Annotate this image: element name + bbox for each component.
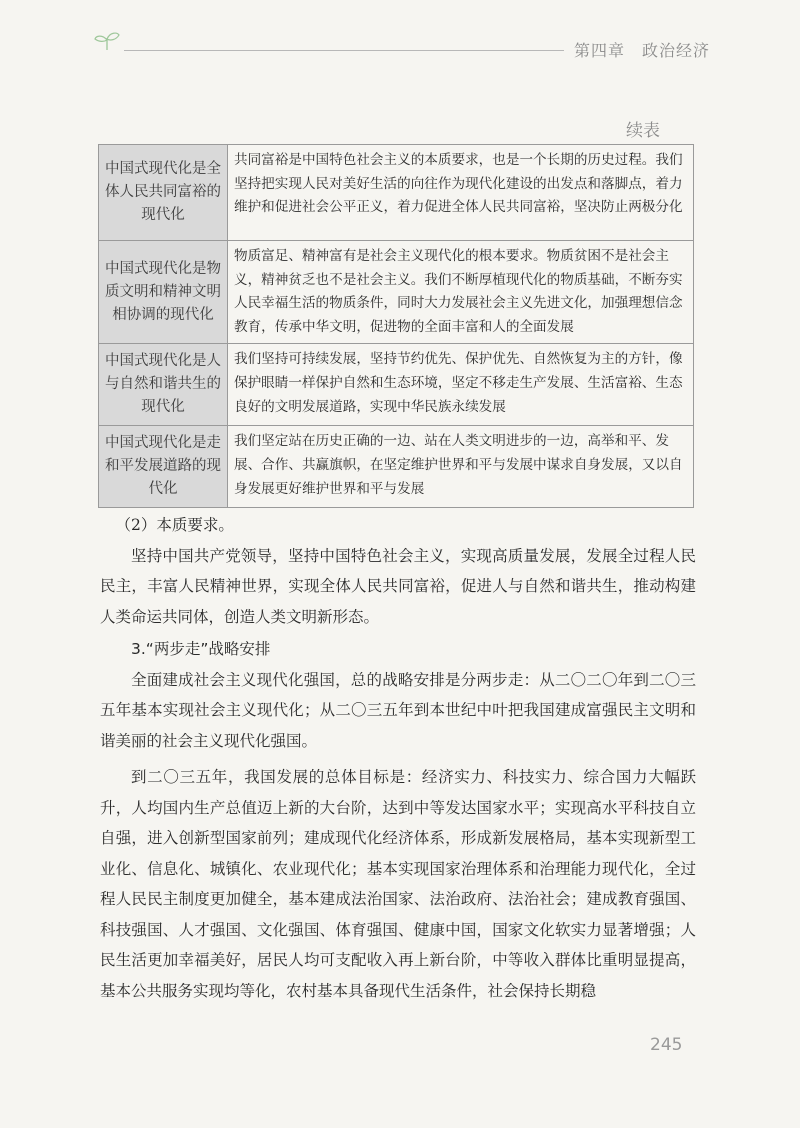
table-cell-title: 中国式现代化是人与自然和谐共生的现代化 (99, 344, 228, 426)
header-rule (124, 50, 564, 51)
table-cell-content: 我们坚定站在历史正确的一边、站在人类文明进步的一边，高举和平、发展、合作、共赢旗帜，在坚定维护世界和平与发展中谋求自身发展，又以自身发展更好维护世界和平与发展 (228, 426, 694, 508)
table-row (99, 344, 694, 426)
page-number: 245 (650, 1035, 683, 1055)
subheading-essential-requirements: （2）本质要求。 (115, 516, 234, 534)
table-row (99, 426, 694, 508)
table-cell-title: 中国式现代化是走和平发展道路的现代化 (99, 426, 228, 508)
leaf-sprout-icon (92, 30, 122, 52)
table-cell-content: 我们坚持可持续发展，坚持节约优先、保护优先、自然恢复为主的方针，像保护眼睛一样保护自然和生态环境，坚定不移走生产发展、生活富裕、生态良好的文明发展道路，实现中华民族永续发展 (228, 344, 694, 426)
table-cell-content: 共同富裕是中国特色社会主义的本质要求，也是一个长期的历史过程。我们坚持把实现人民对美好生活的向往作为现代化建设的出发点和落脚点，着力维护和促进社会公平正义，着力促进全体人民共同富裕，坚决防止两极分化 (228, 145, 694, 241)
continued-label: 续表 (626, 121, 660, 141)
table-row (99, 145, 694, 241)
content-table (98, 144, 694, 508)
table-cell-title: 中国式现代化是全体人民共同富裕的现代化 (99, 145, 228, 241)
paragraph: 到二〇三五年，我国发展的总体目标是：经济实力、科技实力、综合国力大幅跃升，人均国内生产总值迈上新的大台阶，达到中等发达国家水平；实现高水平科技自立自强，进入创新型国家前列；建成现代化经济体系，形成新发展格局，基本实现新型工业化、信息化、城镇化、农业现代化；基本实现国家治理体系和治理能力现代化，全过程人民民主制度更加健全，基本建成法治国家、法治政府、法治社会；建成教育强国、科技强国、人才强国、文化强国、体育强国、健康中国，国家文化软实力显著增强；人民生活更加幸福美好，居民人均可支配收入再上新台阶，中等收入群体比重明显提高，基本公共服务实现均等化，农村基本具备现代生活条件，社会保持长期稳 (100, 768, 696, 1000)
table-cell-title: 中国式现代化是物质文明和精神文明相协调的现代化 (99, 241, 228, 344)
chapter-title: 第四章 政治经济 (574, 41, 711, 60)
paragraph: 坚持中国共产党领导，坚持中国特色社会主义，实现高质量发展，发展全过程人民民主，丰富人民精神世界，实现全体人民共同富裕，促进人与自然和谐共生，推动构建人类命运共同体，创造人类文明新形态。 (100, 546, 696, 626)
table-cell-content: 物质富足、精神富有是社会主义现代化的根本要求。物质贫困不是社会主义，精神贫乏也不是社会主义。我们不断厚植现代化的物质基础，不断夯实人民幸福生活的物质条件，同时大力发展社会主义先进文化，加强理想信念教育，传承中华文明，促进物的全面丰富和人的全面发展 (228, 241, 694, 344)
body-text (100, 510, 696, 1006)
table-row (99, 241, 694, 344)
page-header (0, 0, 800, 80)
paragraph: 全面建成社会主义现代化强国，总的战略安排是分两步走：从二〇二〇年到二〇三五年基本实现社会主义现代化；从二〇三五年到本世纪中叶把我国建成富强民主文明和谐美丽的社会主义现代化强国。 (100, 670, 696, 750)
section-heading: 3.“两步走”战略安排 (131, 640, 271, 658)
